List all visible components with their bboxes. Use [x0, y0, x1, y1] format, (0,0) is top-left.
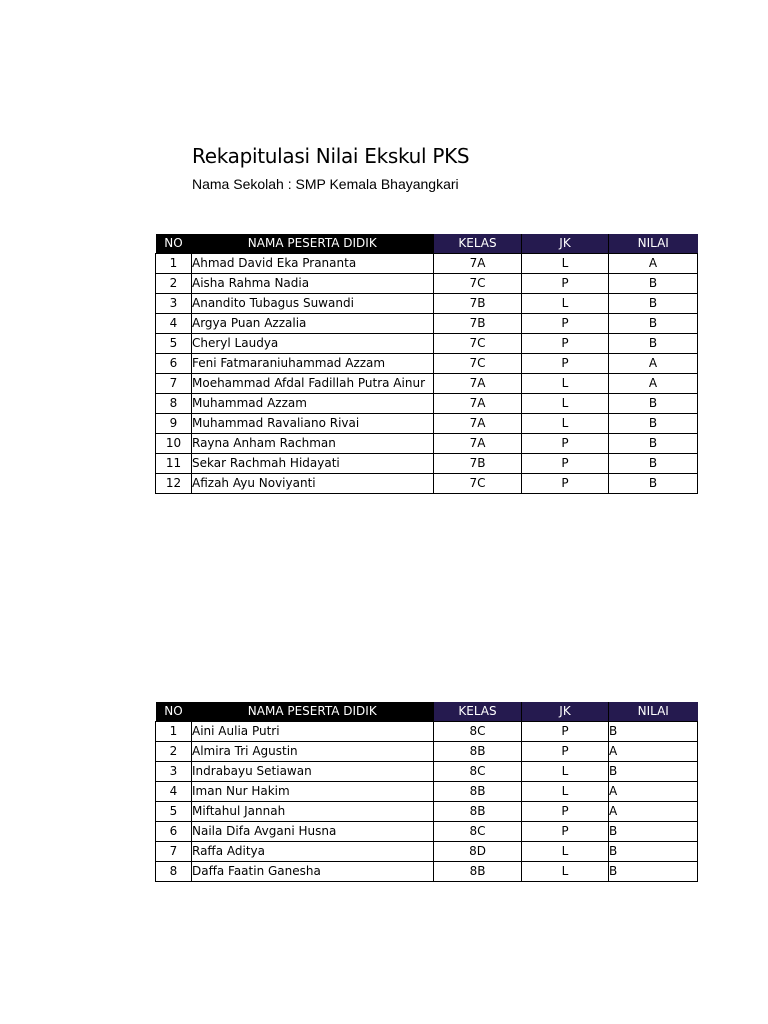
grades-table-2 [155, 702, 698, 882]
cell-nilai: B [609, 314, 698, 334]
table-header-row [156, 234, 698, 254]
cell-jk: P [522, 434, 609, 454]
table-row [156, 802, 698, 822]
table-row [156, 294, 698, 314]
cell-no: 7 [156, 842, 192, 862]
cell-kelas: 8C [434, 762, 522, 782]
cell-jk: P [522, 314, 609, 334]
header-no: NO [156, 702, 192, 722]
table-row [156, 254, 698, 274]
table-row [156, 314, 698, 334]
cell-no: 7 [156, 374, 192, 394]
header-jk: JK [522, 702, 609, 722]
table-row [156, 762, 698, 782]
cell-kelas: 7C [434, 474, 522, 494]
cell-jk: P [522, 454, 609, 474]
cell-nilai: A [609, 354, 698, 374]
cell-kelas: 8B [434, 802, 522, 822]
cell-jk: P [522, 802, 609, 822]
header-nilai: NILAI [609, 234, 698, 254]
cell-nilai: B [609, 762, 698, 782]
cell-nama: Feni Fatmaraniuhammad Azzam [192, 354, 434, 374]
table-row [156, 742, 698, 762]
cell-nilai: B [609, 414, 698, 434]
table-body [156, 254, 698, 494]
cell-nilai: B [609, 394, 698, 414]
cell-kelas: 7A [434, 394, 522, 414]
cell-no: 6 [156, 354, 192, 374]
cell-nama: Sekar Rachmah Hidayati [192, 454, 434, 474]
cell-no: 4 [156, 314, 192, 334]
cell-nilai: B [609, 822, 698, 842]
cell-kelas: 8D [434, 842, 522, 862]
cell-kelas: 7A [434, 414, 522, 434]
cell-nilai: B [609, 862, 698, 882]
table-row [156, 334, 698, 354]
cell-nilai: B [609, 722, 698, 742]
cell-kelas: 8C [434, 722, 522, 742]
header-kelas: KELAS [434, 234, 522, 254]
cell-kelas: 7B [434, 314, 522, 334]
cell-jk: P [522, 474, 609, 494]
table-row [156, 722, 698, 742]
cell-no: 3 [156, 294, 192, 314]
cell-nama: Argya Puan Azzalia [192, 314, 434, 334]
cell-nilai: A [609, 742, 698, 762]
table-row [156, 862, 698, 882]
cell-nilai: B [609, 334, 698, 354]
cell-kelas: 8B [434, 782, 522, 802]
cell-jk: P [522, 354, 609, 374]
grades-table-1 [155, 234, 698, 494]
cell-kelas: 7C [434, 334, 522, 354]
table-row [156, 434, 698, 454]
cell-jk: L [522, 394, 609, 414]
table-row [156, 274, 698, 294]
cell-kelas: 7A [434, 374, 522, 394]
cell-nilai: A [609, 802, 698, 822]
cell-nama: Indrabayu Setiawan [192, 762, 434, 782]
header-nama: NAMA PESERTA DIDIK [192, 702, 434, 722]
table-body [156, 722, 698, 882]
cell-jk: L [522, 842, 609, 862]
table-row [156, 822, 698, 842]
school-name: Nama Sekolah : SMP Kemala Bhayangkari [192, 176, 459, 192]
cell-no: 2 [156, 274, 192, 294]
cell-jk: L [522, 294, 609, 314]
cell-nilai: B [609, 454, 698, 474]
cell-kelas: 8B [434, 742, 522, 762]
cell-no: 8 [156, 394, 192, 414]
cell-nama: Aisha Rahma Nadia [192, 274, 434, 294]
cell-jk: P [522, 722, 609, 742]
cell-jk: P [522, 274, 609, 294]
cell-no: 10 [156, 434, 192, 454]
cell-nilai: A [609, 782, 698, 802]
cell-nama: Cheryl Laudya [192, 334, 434, 354]
cell-no: 1 [156, 254, 192, 274]
cell-no: 5 [156, 802, 192, 822]
cell-kelas: 8B [434, 862, 522, 882]
cell-kelas: 7C [434, 274, 522, 294]
header-nilai: NILAI [609, 702, 698, 722]
cell-nama: Muhammad Ravaliano Rivai [192, 414, 434, 434]
table-row [156, 394, 698, 414]
cell-nilai: B [609, 294, 698, 314]
cell-no: 6 [156, 822, 192, 842]
cell-nama: Ahmad David Eka Prananta [192, 254, 434, 274]
header-no: NO [156, 234, 192, 254]
cell-nama: Miftahul Jannah [192, 802, 434, 822]
cell-nama: Iman Nur Hakim [192, 782, 434, 802]
cell-nama: Muhammad Azzam [192, 394, 434, 414]
cell-no: 1 [156, 722, 192, 742]
cell-nama: Raffa Aditya [192, 842, 434, 862]
header-jk: JK [522, 234, 609, 254]
cell-nama: Daffa Faatin Ganesha [192, 862, 434, 882]
cell-jk: L [522, 762, 609, 782]
cell-no: 2 [156, 742, 192, 762]
header-nama: NAMA PESERTA DIDIK [192, 234, 434, 254]
table-row [156, 354, 698, 374]
cell-nama: Anandito Tubagus Suwandi [192, 294, 434, 314]
cell-nilai: A [609, 254, 698, 274]
cell-jk: P [522, 742, 609, 762]
table-row [156, 374, 698, 394]
cell-jk: L [522, 414, 609, 434]
cell-kelas: 7B [434, 294, 522, 314]
cell-jk: P [522, 822, 609, 842]
cell-kelas: 7C [434, 354, 522, 374]
cell-jk: L [522, 374, 609, 394]
cell-no: 12 [156, 474, 192, 494]
cell-nilai: A [609, 374, 698, 394]
cell-no: 9 [156, 414, 192, 434]
cell-no: 3 [156, 762, 192, 782]
table-row [156, 414, 698, 434]
cell-kelas: 7A [434, 254, 522, 274]
cell-no: 11 [156, 454, 192, 474]
cell-jk: L [522, 254, 609, 274]
table-row [156, 454, 698, 474]
cell-jk: L [522, 782, 609, 802]
cell-jk: P [522, 334, 609, 354]
cell-kelas: 8C [434, 822, 522, 842]
table-header-row [156, 702, 698, 722]
cell-nama: Moehammad Afdal Fadillah Putra Ainur [192, 374, 434, 394]
cell-no: 4 [156, 782, 192, 802]
cell-kelas: 7A [434, 434, 522, 454]
cell-nama: Aini Aulia Putri [192, 722, 434, 742]
cell-nama: Afizah Ayu Noviyanti [192, 474, 434, 494]
cell-nama: Almira Tri Agustin [192, 742, 434, 762]
cell-nilai: B [609, 842, 698, 862]
cell-nilai: B [609, 434, 698, 454]
document-title: Rekapitulasi Nilai Ekskul PKS [192, 144, 470, 168]
header-kelas: KELAS [434, 702, 522, 722]
cell-nilai: B [609, 474, 698, 494]
table-row [156, 782, 698, 802]
table-row [156, 842, 698, 862]
cell-no: 5 [156, 334, 192, 354]
table-row [156, 474, 698, 494]
cell-jk: L [522, 862, 609, 882]
cell-nama: Naila Difa Avgani Husna [192, 822, 434, 842]
cell-nilai: B [609, 274, 698, 294]
cell-no: 8 [156, 862, 192, 882]
cell-nama: Rayna Anham Rachman [192, 434, 434, 454]
cell-kelas: 7B [434, 454, 522, 474]
